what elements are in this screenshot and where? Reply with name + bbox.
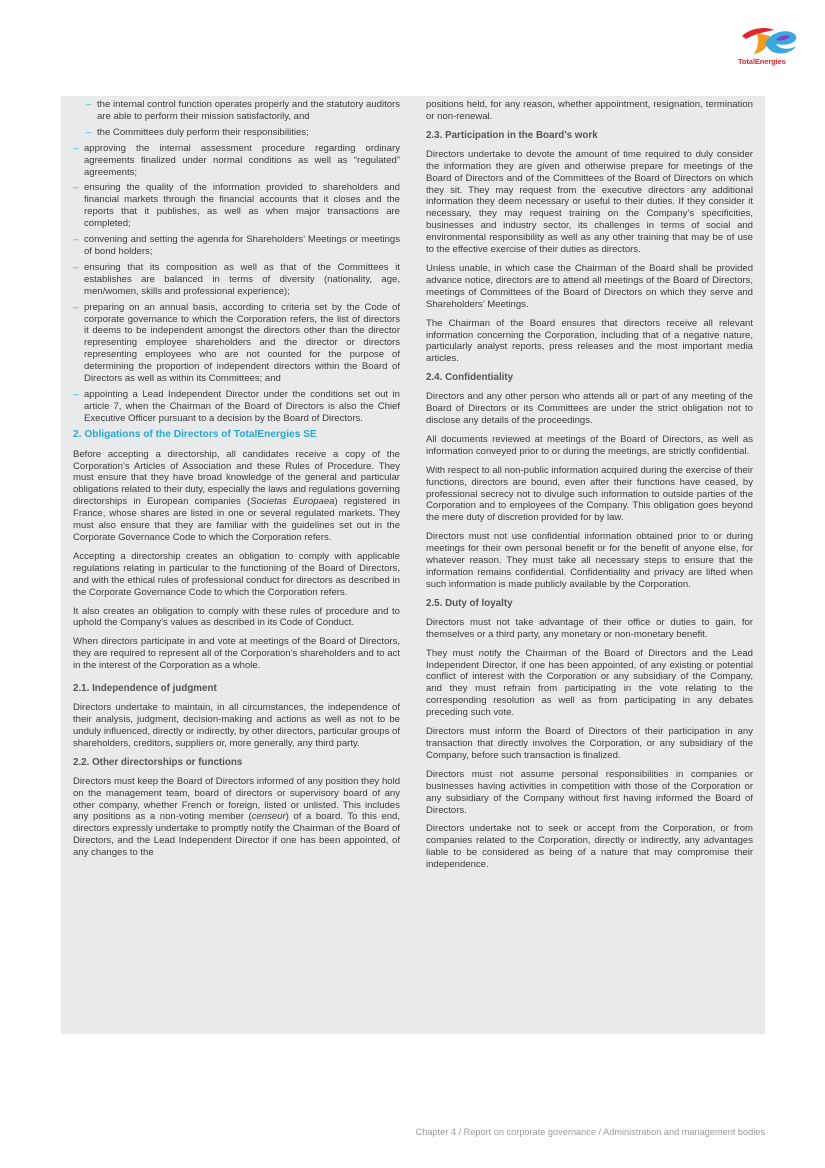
- dash-bullet-icon: –: [86, 99, 92, 110]
- paragraph: Directors undertake to devote the amount of time required to duly consider the information they are given and otherwise prepare for meetings of the Board of Directors and of the Committees of the Board of Directors on which they sit. They may request from the executive directors any additional information they deem necessary or useful to their duties. If they consider it necessary, they may request training on the Company’s specificities, businesses and industry sector, its challenges in terms of social and environmental responsibility as well as any other training that may be of use to the effective exercise of their duties as directors.: [426, 148, 753, 256]
- paragraph: Unless unable, in which case the Chairman of the Board shall be provided advance notice, directors are to attend all meetings of the Board of Directors, meetings of Committees of the Board of Directors on which they serve and Shareholders’ Meetings.: [426, 262, 753, 310]
- list-item: – the internal control function operates properly and the statutory auditors are able to perform their mission satisfactorily, and: [86, 99, 400, 122]
- left-column: [73, 99, 400, 866]
- dash-bullet-icon: –: [86, 126, 92, 138]
- section-heading: 2. Obligations of the Directors of TotalEnergies SE: [73, 428, 317, 440]
- paragraph: Directors must not use confidential information obtained prior to or during meetings for their own personal benefit or for the benefit of anyone else, for whatever reason. They must take all necessary steps to ensure that the information remains confidential. Confidentiality and privacy are lifted when such information is made publicly available by the Corporation.: [426, 531, 753, 590]
- right-column: [426, 99, 753, 878]
- list-item: – the Committees duly perform their responsibilities;: [86, 126, 309, 138]
- brand-wordmark: TotalEnergies: [738, 57, 786, 66]
- list-item: – appointing a Lead Independent Director under the conditions set out in article 7, when the Chairman of the Board of Directors is also the Chief Executive Officer pursuant to a decision by the Board of Directors.: [73, 388, 400, 424]
- subsection-heading: 2.5. Duty of loyalty: [426, 597, 513, 609]
- paragraph: When directors participate in and vote at meetings of the Board of Directors, they are required to represent all of the Corporation’s shareholders and to act in the interest of the Corporation as a whole.: [73, 636, 400, 672]
- subsection-heading: 2.2. Other directorships or functions: [73, 756, 243, 768]
- dash-bullet-icon: –: [73, 182, 79, 194]
- paragraph: positions held, for any reason, whether appointment, resignation, termination or non-renewal.: [426, 99, 753, 122]
- paragraph: Directors must keep the Board of Directors informed of any position they hold on the management team, board of directors or supervisory board of any other company, whether French or foreign, listed or unlisted. This includes any positions as a non-voting member (censeur) of a board. To this end, directors expressly undertake to promptly notify the Chairman of the Board of Directors, and the Lead Independent Director if one has been appointed, of any changes to the: [73, 775, 400, 859]
- paragraph: Accepting a directorship creates an obligation to comply with applicable regulations relating in particular to the functioning of the Board of Directors, and with the ethical rules of professional conduct for directors as described in the Corporate Governance Code to which the Corporation refers.: [73, 550, 400, 598]
- list-item: – ensuring that its composition as well as that of the Committees it establishes are balanced in terms of diversity (nationality, age, men/women, skills and professional experience);: [73, 261, 400, 297]
- paragraph: With respect to all non-public information acquired during the exercise of their functions, directors are bound, even after their functions have ceased, by professional secrecy not to divulge such information to outside parties of the Corporation and to employees of the Company. This obligation goes beyond the mere duty of discretion provided for by law.: [426, 464, 753, 524]
- paragraph: All documents reviewed at meetings of the Board of Directors, as well as information conveyed prior to or during the meetings, are strictly confidential.: [426, 433, 753, 457]
- responsibilities-list: [73, 99, 400, 425]
- subsection-heading: 2.4. Confidentiality: [426, 372, 514, 384]
- paragraph: Directors must not take advantage of their office or duties to gain, for themselves or a third party, any monetary or non-monetary benefit.: [426, 616, 753, 640]
- subsection-heading: 2.1. Independence of judgment: [73, 683, 217, 695]
- dash-bullet-icon: –: [73, 234, 79, 246]
- paragraph: Directors must not assume personal responsibilities in companies or businesses having activities in competition with those of the Corporation or any subsidiary of the Company without first having informed the Board of Directors.: [426, 768, 753, 816]
- list-item: – approving the internal assessment procedure regarding ordinary agreements finalized under normal conditions as well as “regulated” agreements;: [73, 142, 400, 178]
- subsection-heading: 2.3. Participation in the Board’s work: [426, 129, 598, 141]
- dash-bullet-icon: –: [73, 261, 79, 273]
- dash-bullet-icon: –: [73, 142, 79, 154]
- paragraph: Directors undertake to maintain, in all circumstances, the independence of their analysis, judgment, decision-making and actions as well as not to be unduly influenced, directly or indirectly, by other directors, particular groups of shareholders, creditors, suppliers or, more generally, any third party.: [73, 702, 400, 749]
- list-item: – preparing on an annual basis, according to criteria set by the Code of corporate governance to which the Corporation refers, the list of directors it deems to be independent amongst the directors other than the director representing employee shareholders and the director or directors representing employees who are not counted for the purpose of determining the proportion of independent directors within the Board of Directors as well as within its Committees; and: [73, 301, 400, 385]
- paragraph: Before accepting a directorship, all candidates receive a copy of the Corporation’s Articles of Association and these Rules of Procedure. They must ensure that they have broad knowledge of the general and particular obligations related to their duty, especially the laws and regulations governing directorships in European companies (Societas Europaea) registered in France, whose shares are listed in one or several regulated markets. They must also ensure that they are familiar with the guidelines set out in the Corporate Governance Code to which the Corporation refers.: [73, 448, 400, 543]
- paragraph: Directors must inform the Board of Directors of their participation in any transaction that directly involves the Corporation, or any subsidiary of the Company, before such transaction is finalized.: [426, 726, 753, 761]
- paragraph: It also creates an obligation to comply with these rules of procedure and to uphold the Company’s values as described in its Code of Conduct.: [73, 605, 400, 629]
- list-item: – ensuring the quality of the information provided to shareholders and financial markets through the financial accounts that it closes and the reports that it publishes, as well as when major transactions are completed;: [73, 182, 400, 230]
- paragraph: Directors undertake not to seek or accept from the Corporation, or from companies related to the Corporation, directly or indirectly, any advantages liable to be considered as being of a nature that may compromise their independence.: [426, 823, 753, 871]
- dash-bullet-icon: –: [73, 301, 79, 313]
- dash-bullet-icon: –: [73, 388, 79, 400]
- list-item: – convening and setting the agenda for Shareholders’ Meetings or meetings of bond holders;: [73, 234, 400, 257]
- page-footer: Chapter 4 / Report on corporate governance / Administration and management bodies: [415, 1127, 765, 1137]
- paragraph: They must notify the Chairman of the Board of Directors and the Lead Independent Director, if one has been appointed, of any existing or potential conflict of interest with the Corporation or any subsidiary of the Company, and they must refrain from participating in the vote relating to the corresponding resolution as well as from participating in any debates preceding such vote.: [426, 647, 753, 719]
- paragraph: Directors and any other person who attends all or part of any meeting of the Board of Directors or its Committees are under the strict obligation not to disclose any details of the proceedings.: [426, 391, 753, 427]
- paragraph: The Chairman of the Board ensures that directors receive all relevant information concerning the Corporation, including that of a negative nature, particularly analyst reports, press releases and the most important media articles.: [426, 317, 753, 365]
